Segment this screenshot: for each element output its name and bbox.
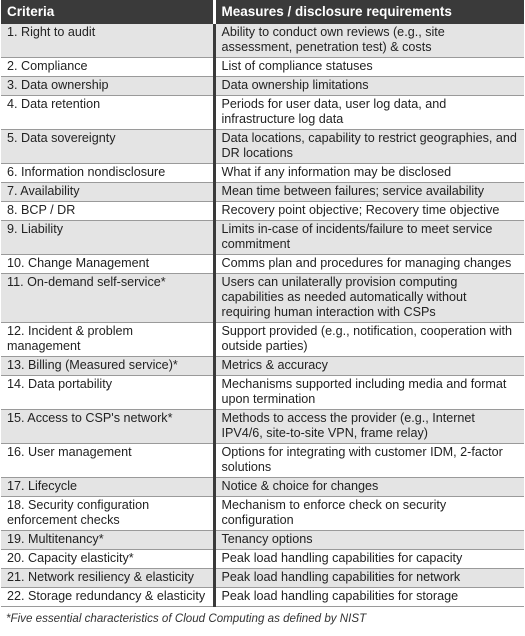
table-row	[1, 274, 524, 323]
measures-cell: Options for integrating with customer IDM, 2-factor solutions	[214, 444, 524, 478]
measures-cell: Periods for user data, user log data, and infrastructure log data	[214, 96, 524, 130]
table-header-row	[1, 0, 524, 24]
measures-cell: Users can unilaterally provision computing capabilities as needed automatically without requiring human interaction with CSPs	[214, 274, 524, 323]
table-row	[1, 497, 524, 531]
table-row	[1, 478, 524, 497]
criteria-cell: 20. Capacity elasticity*	[1, 550, 214, 569]
criteria-cell: 11. On-demand self-service*	[1, 274, 214, 323]
criteria-cell: 1. Right to audit	[1, 24, 214, 58]
measures-cell: Data ownership limitations	[214, 77, 524, 96]
column-header-criteria: Criteria	[1, 0, 214, 24]
table-row	[1, 410, 524, 444]
criteria-cell: 18. Security configuration enforcement checks	[1, 497, 214, 531]
criteria-cell: 7. Availability	[1, 183, 214, 202]
criteria-table	[1, 0, 524, 607]
measures-cell: Limits in-case of incidents/failure to meet service commitment	[214, 221, 524, 255]
table-row	[1, 444, 524, 478]
measures-cell: Data locations, capability to restrict geographies, and DR locations	[214, 130, 524, 164]
criteria-cell: 22. Storage redundancy & elasticity	[1, 588, 214, 607]
criteria-cell: 9. Liability	[1, 221, 214, 255]
measures-cell: Comms plan and procedures for managing changes	[214, 255, 524, 274]
criteria-cell: 3. Data ownership	[1, 77, 214, 96]
measures-cell: Notice & choice for changes	[214, 478, 524, 497]
table-row	[1, 569, 524, 588]
table-row	[1, 183, 524, 202]
table-row	[1, 221, 524, 255]
table-row	[1, 24, 524, 58]
criteria-cell: 8. BCP / DR	[1, 202, 214, 221]
table-row	[1, 588, 524, 607]
measures-cell: Recovery point objective; Recovery time objective	[214, 202, 524, 221]
measures-cell: What if any information may be disclosed	[214, 164, 524, 183]
measures-cell: Tenancy options	[214, 531, 524, 550]
criteria-cell: 6. Information nondisclosure	[1, 164, 214, 183]
measures-cell: Peak load handling capabilities for capacity	[214, 550, 524, 569]
criteria-cell: 5. Data sovereignty	[1, 130, 214, 164]
criteria-cell: 14. Data portability	[1, 376, 214, 410]
table-row	[1, 323, 524, 357]
table-row	[1, 202, 524, 221]
table-row	[1, 550, 524, 569]
criteria-cell: 15. Access to CSP's network*	[1, 410, 214, 444]
table-row	[1, 96, 524, 130]
criteria-cell: 10. Change Management	[1, 255, 214, 274]
table-row	[1, 58, 524, 77]
criteria-cell: 2. Compliance	[1, 58, 214, 77]
footnote: *Five essential characteristics of Cloud Computing as defined by NIST	[6, 612, 367, 625]
measures-cell: Methods to access the provider (e.g., Internet IPV4/6, site-to-site VPN, frame relay)	[214, 410, 524, 444]
measures-cell: Peak load handling capabilities for storage	[214, 588, 524, 607]
table-row	[1, 77, 524, 96]
measures-cell: Mechanisms supported including media and format upon termination	[214, 376, 524, 410]
table-row	[1, 255, 524, 274]
criteria-cell: 13. Billing (Measured service)*	[1, 357, 214, 376]
table-row	[1, 357, 524, 376]
criteria-cell: 4. Data retention	[1, 96, 214, 130]
measures-cell: Metrics & accuracy	[214, 357, 524, 376]
measures-cell: Mechanism to enforce check on security configuration	[214, 497, 524, 531]
column-header-measures: Measures / disclosure requirements	[214, 0, 524, 24]
criteria-cell: 12. Incident & problem management	[1, 323, 214, 357]
measures-cell: Mean time between failures; service availability	[214, 183, 524, 202]
measures-cell: List of compliance statuses	[214, 58, 524, 77]
measures-cell: Peak load handling capabilities for network	[214, 569, 524, 588]
table-row	[1, 531, 524, 550]
criteria-cell: 21. Network resiliency & elasticity	[1, 569, 214, 588]
criteria-cell: 19. Multitenancy*	[1, 531, 214, 550]
table-row	[1, 130, 524, 164]
measures-cell: Ability to conduct own reviews (e.g., site assessment, penetration test) & costs	[214, 24, 524, 58]
table-row	[1, 376, 524, 410]
criteria-cell: 16. User management	[1, 444, 214, 478]
measures-cell: Support provided (e.g., notification, cooperation with outside parties)	[214, 323, 524, 357]
table-row	[1, 164, 524, 183]
criteria-cell: 17. Lifecycle	[1, 478, 214, 497]
